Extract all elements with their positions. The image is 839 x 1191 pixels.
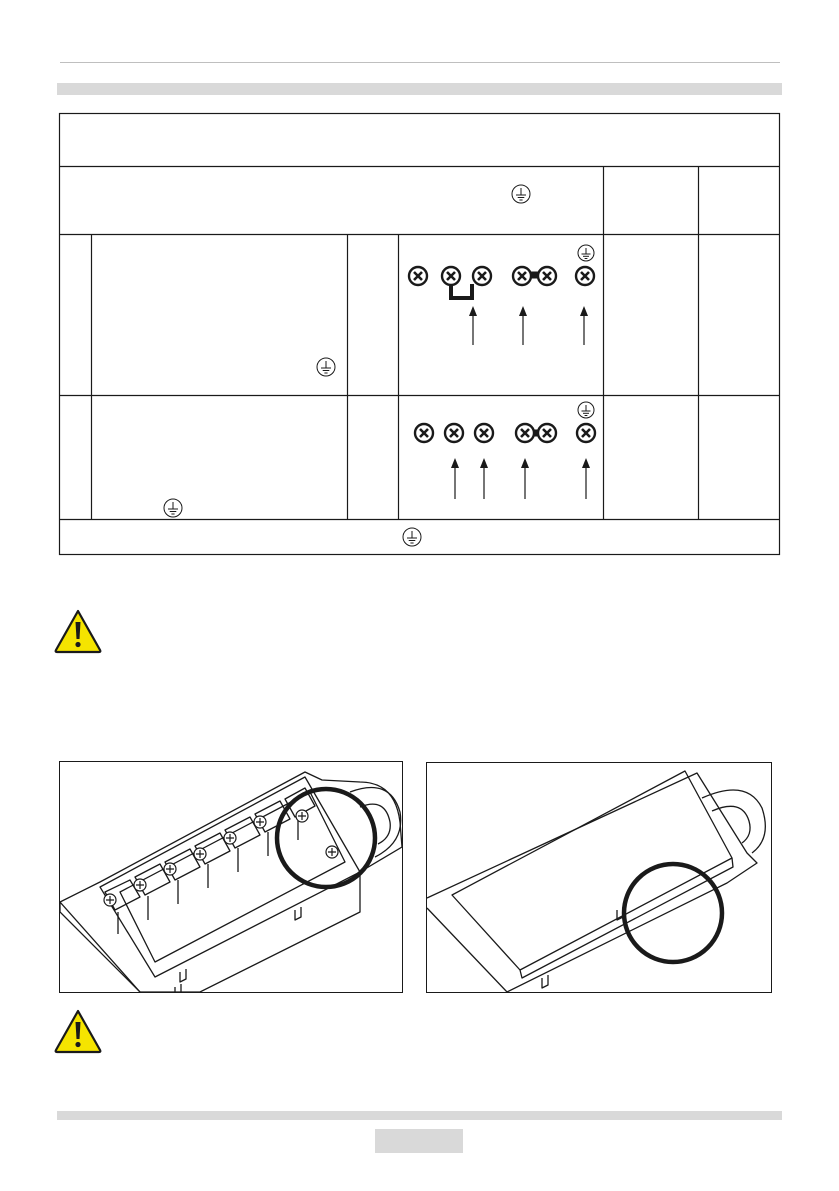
terminal-block-open-illustration — [60, 762, 402, 992]
earth-symbol-icon — [403, 528, 421, 546]
warning-triangle-icon — [53, 608, 103, 654]
footer-band — [57, 1111, 782, 1120]
terminal-diagram-row2 — [415, 424, 595, 499]
warning-triangle-icon — [53, 1008, 103, 1054]
earth-symbol-icon — [578, 402, 594, 418]
earth-symbol-icon — [578, 245, 594, 261]
page-number — [375, 1129, 463, 1153]
earth-symbol-icon — [317, 358, 335, 376]
terminal-block-open-photo — [59, 761, 403, 993]
terminal-block-closed-illustration — [427, 763, 771, 992]
terminal-diagram-row1 — [409, 267, 594, 345]
earth-symbol-icon — [512, 185, 530, 203]
terminal-block-closed-photo — [426, 762, 772, 993]
earth-symbol-icon — [164, 499, 182, 517]
